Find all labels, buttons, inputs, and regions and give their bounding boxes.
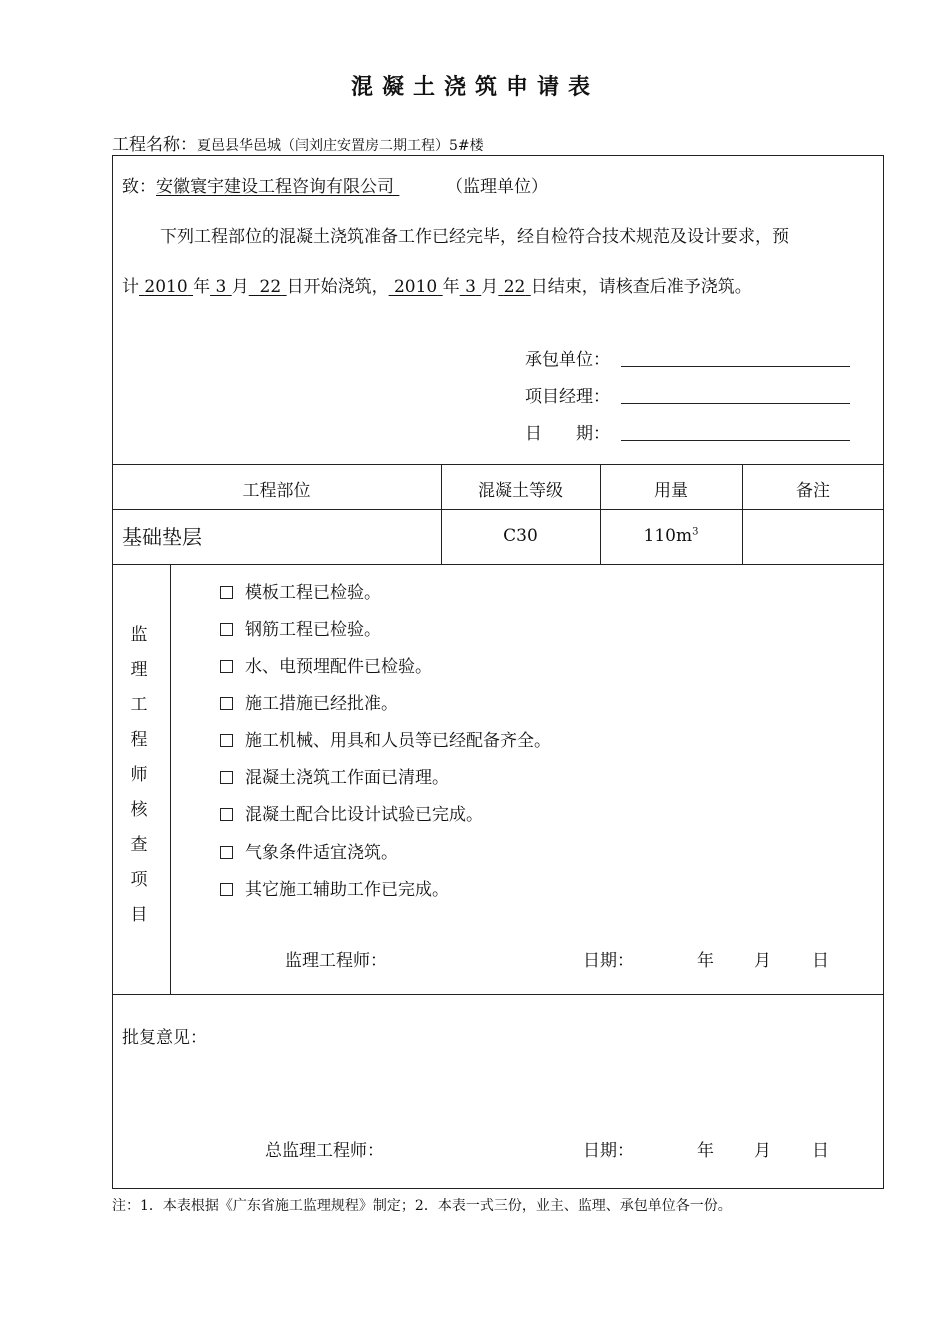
side-label-char: 核 [130, 800, 148, 820]
request-line-1: 下列工程部位的混凝土浇筑准备工作已经完毕，经自检符合技术规范及设计要求，预 [160, 227, 789, 247]
engineer-label: 监理工程师： [285, 951, 387, 971]
side-label-char: 程 [130, 730, 148, 750]
check-item-label: 钢筋工程已检验。 [245, 620, 381, 640]
chief-engineer-label: 总监理工程师： [265, 1141, 384, 1161]
side-label-char: 监 [130, 625, 148, 645]
divider [112, 464, 884, 465]
check-item-label: 混凝土配合比设计试验已完成。 [245, 805, 483, 825]
checkbox[interactable] [220, 883, 233, 896]
request-date-label: 日 期： [525, 424, 610, 444]
day-unit: 日 [530, 277, 548, 297]
recipient-line [122, 172, 548, 197]
checkbox[interactable] [220, 771, 233, 784]
divider [112, 994, 884, 995]
divider [170, 564, 171, 994]
project-label: 工程名称： [112, 135, 197, 155]
row-part: 基础垫层 [122, 525, 202, 549]
row-grade: C30 [503, 526, 538, 546]
divider [112, 564, 884, 565]
recipient-suffix: （监理单位） [446, 177, 548, 197]
side-label-char: 理 [130, 660, 148, 680]
check-item[interactable] [220, 578, 381, 603]
check-item-label: 模板工程已检验。 [245, 583, 381, 603]
checkbox[interactable] [220, 808, 233, 821]
engineer-day: 日 [812, 951, 829, 971]
request-line-2 [122, 272, 752, 297]
divider [112, 509, 884, 510]
form-title: 混凝土浇筑申请表 [350, 75, 599, 100]
row-quantity [600, 526, 742, 546]
check-item[interactable] [220, 689, 398, 714]
start-year: 2010 [144, 277, 188, 297]
check-item-label: 水、电预埋配件已检验。 [245, 657, 432, 677]
side-label-char: 工 [130, 695, 148, 715]
project-name [112, 130, 484, 155]
manager-signature-line[interactable] [621, 403, 850, 404]
recipient-blank [394, 177, 440, 197]
request-date-line[interactable] [621, 440, 850, 441]
end-month: 3 [465, 277, 476, 297]
approval-month: 月 [754, 1141, 771, 1161]
check-item-label: 施工措施已经批准。 [245, 694, 398, 714]
side-label-char: 项 [130, 870, 148, 890]
manager-label: 项目经理： [525, 387, 610, 407]
year-unit: 年 [442, 277, 460, 297]
contractor-label: 承包单位： [525, 350, 610, 370]
check-item-label: 其它施工辅助工作已完成。 [245, 880, 449, 900]
header-remark: 备注 [796, 481, 830, 501]
day-unit: 日 [286, 277, 304, 297]
check-item[interactable] [220, 838, 398, 863]
end-suffix: 结束，请核查后准予浇筑。 [547, 277, 752, 297]
contractor-signature-line[interactable] [621, 366, 850, 367]
check-item-label: 气象条件适宜浇筑。 [245, 843, 398, 863]
header-quantity: 用量 [654, 481, 688, 501]
end-day: 22 [503, 277, 526, 297]
check-item-label: 施工机械、用具和人员等已经配备齐全。 [245, 731, 551, 751]
recipient-label: 致： [122, 177, 156, 197]
recipient-value: 安徽寰宇建设工程咨询有限公司 [156, 177, 394, 197]
checkbox[interactable] [220, 660, 233, 673]
checkbox[interactable] [220, 734, 233, 747]
check-item[interactable] [220, 652, 432, 677]
approval-label: 批复意见： [122, 1028, 207, 1048]
start-day: 22 [259, 277, 282, 297]
check-item[interactable] [220, 615, 381, 640]
checkbox[interactable] [220, 846, 233, 859]
check-item[interactable] [220, 763, 449, 788]
footnote: 注：1．本表根据《广东省施工监理规程》制定；2．本表一式三份，业主、监理、承包单位各一份。 [112, 1198, 732, 1214]
request-prefix: 计 [122, 277, 139, 297]
project-value: 夏邑县华邑城（闫刘庄安置房二期工程）5#楼 [197, 138, 484, 154]
start-month: 3 [215, 277, 227, 297]
checkbox[interactable] [220, 586, 233, 599]
side-label-char: 师 [130, 765, 148, 785]
engineer-date-label: 日期： [583, 951, 634, 971]
month-unit: 月 [481, 277, 499, 297]
month-unit: 月 [231, 277, 249, 297]
check-item-label: 混凝土浇筑工作面已清理。 [245, 768, 449, 788]
year-unit: 年 [193, 277, 211, 297]
side-label-char: 目 [130, 905, 148, 925]
quantity-superscript: 3 [692, 526, 699, 538]
approval-date-label: 日期： [583, 1141, 634, 1161]
check-item[interactable] [220, 875, 449, 900]
checkbox[interactable] [220, 697, 233, 710]
header-part: 工程部位 [242, 481, 311, 501]
quantity-value: 110m [643, 526, 693, 546]
engineer-month: 月 [754, 951, 771, 971]
checkbox[interactable] [220, 623, 233, 636]
engineer-year: 年 [697, 951, 714, 971]
approval-year: 年 [697, 1141, 714, 1161]
end-year: 2010 [393, 277, 438, 297]
side-label-char: 查 [130, 835, 148, 855]
header-grade: 混凝土等级 [478, 481, 563, 501]
start-suffix: 开始浇筑， [303, 277, 389, 297]
approval-day: 日 [812, 1141, 829, 1161]
check-item[interactable] [220, 800, 483, 825]
check-item[interactable] [220, 726, 551, 751]
